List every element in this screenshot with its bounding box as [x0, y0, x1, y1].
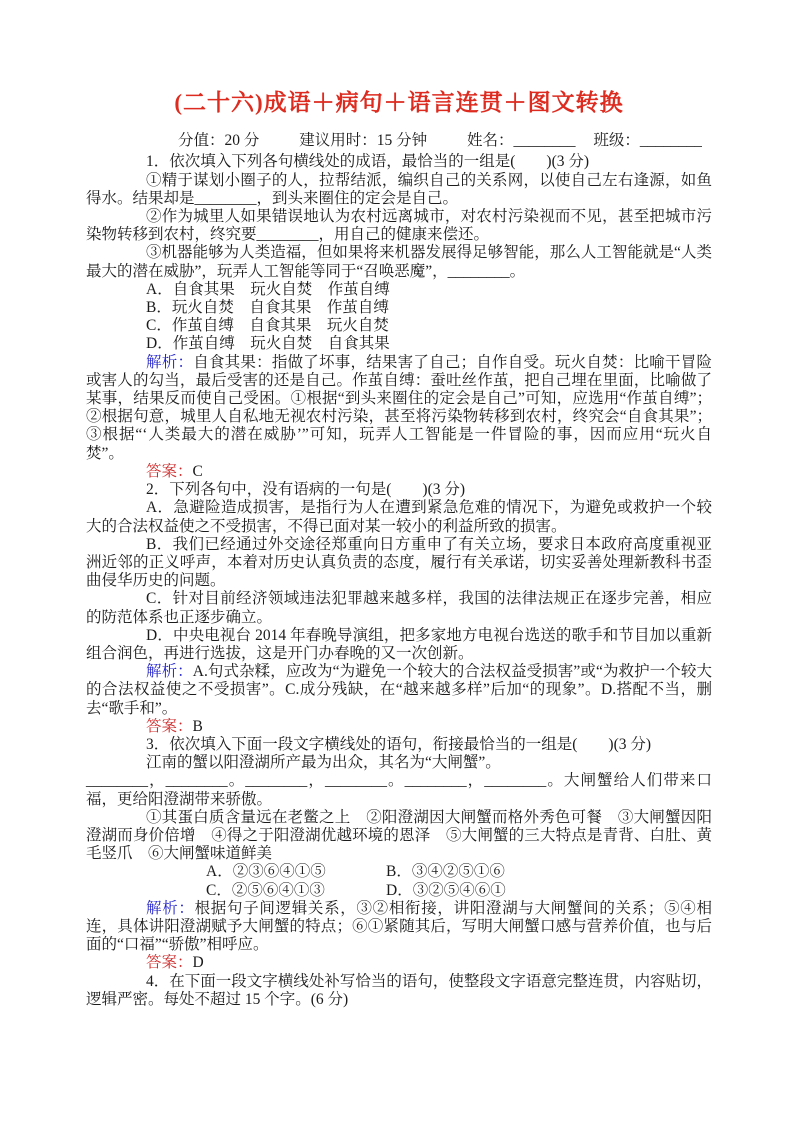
- score-value: 分值：20 分: [178, 132, 260, 150]
- q3-option-a: A．②③⑥④①⑤: [206, 863, 326, 881]
- q1-option-c: C．作茧自缚 自食其果 玩火自焚: [146, 317, 389, 335]
- q1-analysis: [86, 354, 712, 463]
- page-title: (二十六)成语＋病句＋语言连贯＋图文转换: [174, 90, 624, 115]
- q1-sentence-1: ①精于谋划小圈子的人，拉帮结派，编织自己的关系网，以使自己左右逢源，如鱼得水。结果却是________，到头来圈住的定会是自己。: [86, 171, 712, 207]
- question-1: [86, 153, 712, 481]
- q2-stem: 2．下列各句中，没有语病的一句是( )(3 分): [146, 481, 466, 499]
- q3-options-row-1: [86, 863, 712, 881]
- q1-option-a: A．自食其果 玩火自焚 作茧自缚: [146, 280, 390, 298]
- q1-analysis-text: 自食其果：指做了坏事，结果害了自己；自作自受。玩火自焚：比喻干冒险或害人的勾当，最后受害的还是自己。作茧自缚：蚕吐丝作茧，把自己埋在里面，比喻做了某事，结果反而使自己受困。①根据“到头来圈住的定会是自己”可知，应选用“作茧自缚”；②根据句意，城里人自私地无视农村污染，甚至将污染物转移到农村，终究会“自食其果”；③根据“‘人类最大的潜在威胁’”可知，玩弄人工智能是一件冒险的事，因而应用“玩火自焚”。: [86, 353, 712, 462]
- q1-option-b: B．玩火自焚 自食其果 作茧自缚: [146, 299, 389, 317]
- q3-blanks-line: ________，________。________，________。________，________。大闸蟹给人们带来口福，更给阳澄湖带来骄傲。: [86, 772, 712, 808]
- q2-option-b: B．我们已经通过外交途径郑重向日方重申了有关立场，要求日本政府高度重视亚洲近邻的正义呼声，本着对历史认真负责的态度，履行有关承诺，切实妥善处理新教科书歪曲侵华历史的问题。: [86, 535, 712, 590]
- q2-option-a: A．急避险造成损害，是指行为人在遭到紧急危难的情况下，为避免或救护一个较大的合法权益使之不受损害，不得已面对某一较小的利益所致的损害。: [86, 499, 712, 535]
- q3-stem: 3．依次填入下面一段文字横线处的语句，衔接最恰当的一组是( )(3 分): [146, 735, 652, 753]
- name-blank-field: 姓名：________: [467, 132, 576, 150]
- q2-analysis: [86, 663, 712, 718]
- question-2: [86, 481, 712, 736]
- q3-option-c: C．②⑤⑥④①③: [206, 881, 325, 899]
- q3-answer: [86, 954, 712, 972]
- analysis-label: 解析：: [146, 353, 194, 371]
- q1-option-d: D．作茧自缚 玩火自焚 自食其果: [146, 335, 390, 353]
- class-blank-field: 班级：________: [593, 132, 702, 150]
- q2-answer-value: B: [192, 717, 203, 735]
- analysis-label: 解析：: [146, 899, 195, 917]
- q3-answer-value: D: [192, 954, 204, 972]
- suggested-time: 建议用时：15 分钟: [299, 132, 428, 150]
- q3-analysis: [86, 900, 712, 955]
- q1-answer-value: C: [192, 462, 203, 480]
- q2-analysis-text: A.句式杂糅，应改为“为避免一个较大的合法权益受损害”或“为救护一个较大的合法权益使之不受损害”。C.成分残缺，在“越来越多样”后加“的现象”。D.搭配不当，删去“歌手和”。: [86, 663, 712, 717]
- exam-meta-row: [86, 131, 712, 150]
- q4-stem: 4．在下面一段文字横线处补写恰当的语句，使整段文字语意完整连贯，内容贴切，逻辑严密。每处不超过 15 个字。(6 分): [86, 972, 712, 1008]
- answer-label: 答案：: [146, 954, 193, 972]
- q1-answer: [86, 463, 712, 481]
- q1-sentence-2: ②作为城里人如果错误地认为农村远离城市，对农村污染视而不见，甚至把城市污染物转移到农村，终究要________，用自己的健康来偿还。: [86, 208, 712, 244]
- answer-label: 答案：: [146, 717, 193, 735]
- q2-option-c: C．针对目前经济领域违法犯罪越来越多样，我国的法律法规正在逐步完善，相应的防范体系也正逐步确立。: [86, 590, 712, 626]
- q1-sentence-3: ③机器能够为人类造福，但如果将来机器发展得足够智能，那么人工智能就是“人类最大的潜在威胁”，玩弄人工智能等同于“召唤恶魔”，________。: [86, 244, 712, 280]
- q3-option-b: B．③④②⑤①⑥: [386, 863, 505, 881]
- q3-numbered-sentences: ①其蛋白质含量远在老鳖之上 ②阳澄湖因大闸蟹而格外秀色可餐 ③大闸蟹因阳澄湖而身价倍增 ④得之于阳澄湖优越环境的恩泽 ⑤大闸蟹的三大特点是青背、白肚、黄毛竖爪 ⑥大闸蟹味道鲜美: [86, 808, 712, 863]
- q1-stem: 1．依次填入下列各句横线处的成语，最恰当的一组是( )(3 分): [146, 153, 590, 171]
- q3-intro: 江南的蟹以阳澄湖所产最为出众，其名为“大闸蟹”。: [146, 754, 501, 772]
- q3-options-row-2: [86, 882, 712, 900]
- q3-analysis-text: 根据句子间逻辑关系，③②相衔接，讲阳澄湖与大闸蟹间的关系；⑤④相连，具体讲阳澄湖赋予大闸蟹的特点；⑥①紧随其后，写明大闸蟹口感与营养价值，也与后面的“口福”“骄傲”相呼应。: [86, 899, 712, 954]
- analysis-label: 解析：: [146, 663, 193, 681]
- q2-option-d: D．中央电视台 2014 年春晚导演组，把多家地方电视台选送的歌手和节目加以重新组合润色，再进行选拔，这是开门办春晚的又一次创新。: [86, 626, 712, 662]
- question-4: [86, 973, 712, 1009]
- answer-label: 答案：: [146, 462, 193, 480]
- question-3: [86, 736, 712, 973]
- q3-option-d: D．③②⑤④⑥①: [386, 881, 506, 899]
- q2-answer: [86, 718, 712, 736]
